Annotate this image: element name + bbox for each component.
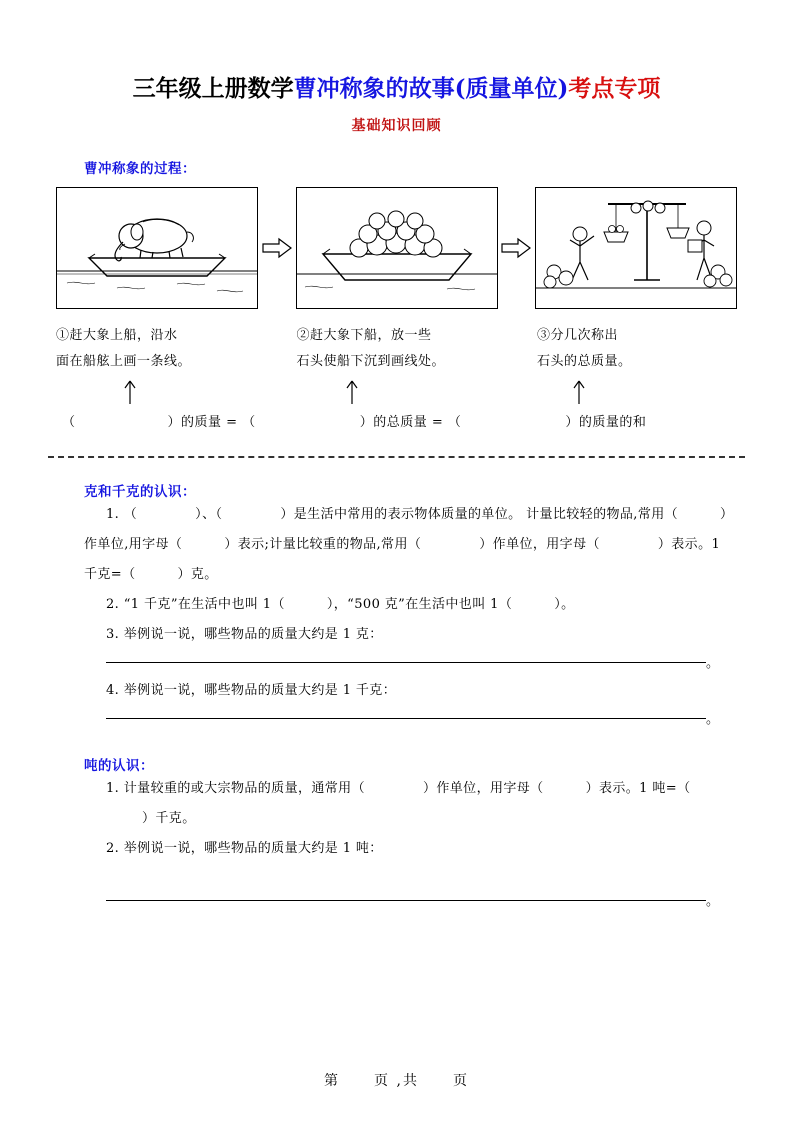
right-arrow-icon [501,237,531,259]
page-title [48,70,745,103]
ton-item-1 [84,774,737,834]
up-arrow-icon-3 [573,379,585,405]
ton-item-1-seg-1: 计量较重的或大宗物品的质量，通常用（ [123,781,365,796]
ton-item-2-answer-line[interactable] [106,890,745,914]
page-footer [0,1070,793,1090]
equation-part-1: （ [62,415,76,430]
caption-2 [297,323,497,375]
ton-item-1-no: 1. [106,781,120,796]
gk-item-1-seg-6: ）作单位，用字母（ [479,537,600,552]
gk-item-4-answer-line[interactable] [106,708,745,732]
ton-item-2-line-end: 。 [706,894,720,909]
gk-item-1-seg-4: ）作单位,用字母（ [84,507,734,552]
right-arrow-icon [262,237,292,259]
gk-item-2 [84,590,737,620]
ton-item-2-no: 2. [106,841,120,856]
footer-right: 页 [452,1073,469,1089]
ton-item-1-seg-3: ）表示。1 吨=（ [585,781,691,796]
caption-row [48,323,745,375]
gk-item-1-seg-8: ）克。 [177,567,218,582]
footer-left: 第 [324,1073,341,1089]
gk-item-3-text: 举例说一说，哪些物品的质量大约是 1 克： [123,627,383,642]
gk-item-2-seg-1: “1 千克”在生活中也叫 1（ [123,597,285,612]
caption-1-line-1: ①赶大象上船，沿水 [56,328,178,343]
gk-item-1-seg-7: ）表示。1 千克=（ [84,537,721,582]
gk-item-1-seg-2: ）、（ [195,507,223,522]
ton-item-2 [84,834,737,864]
gk-item-2-seg-3: ）。 [554,597,575,612]
gk-item-3-answer-line[interactable] [106,652,745,676]
ton-item-1-seg-4: ）千克。 [142,811,196,826]
arrow-separator-2 [499,237,533,259]
caption-3-line-1: ③分几次称出 [537,328,619,343]
caption-3-line-2: 石头的总质量。 [537,354,632,369]
elephant-on-boat-image [56,187,258,309]
gk-item-2-no: 2. [106,597,120,612]
answer-rule [106,899,706,901]
up-arrow-icon-1 [124,379,136,405]
uparrow-row [48,379,745,409]
stones-on-boat-image [296,187,498,309]
page-subtitle: 基础知识回顾 [351,118,442,134]
section-heading-process: 曹冲称象的过程： [84,161,196,177]
caption-1-line-2: 面在船舷上画一条线。 [56,354,192,369]
ton-item-2-text: 举例说一说，哪些物品的质量大约是 1 吨： [123,841,383,856]
weighing-stones-image [535,187,737,309]
gk-item-4 [84,676,737,706]
title-part3: 考点专项 [568,75,661,102]
gk-item-3-line-end: 。 [706,656,720,671]
caption-2-line-2: 石头使船下沉到画线处。 [296,354,446,369]
ton-item-1-seg-2: ）作单位，用字母（ [422,781,544,796]
picture-row [48,187,745,309]
title-part1: 三年级上册数学 [132,75,294,102]
dashed-divider [48,456,745,458]
caption-3 [537,323,737,375]
caption-1 [56,323,256,375]
caption-2-line-1: ②赶大象下船，放一些 [296,328,432,343]
equation-line [48,411,745,430]
gk-item-1-seg-5: ）表示;计量比较重的物品,常用（ [224,537,422,552]
answer-rule [106,717,706,719]
gk-item-1-seg-3: ）是生活中常用的表示物体质量的单位。 计量比较轻的物品,常用（ [280,507,679,522]
gk-item-3 [84,620,737,650]
arrow-separator-1 [260,237,294,259]
gk-item-1 [84,500,737,590]
equation-part-3: ）的总质量 = （ [359,415,462,430]
up-arrow-icon-2 [346,379,358,405]
equation-part-2: ）的质量 = （ [167,415,256,430]
gk-item-3-no: 3. [106,627,120,642]
gk-item-1-no: 1. [106,507,120,522]
title-part2: 曹冲称象的故事(质量单位) [293,75,569,102]
gk-item-4-text: 举例说一说，哪些物品的质量大约是 1 千克： [123,683,397,698]
footer-mid: 页 ,共 [374,1073,419,1089]
gk-item-1-seg-1: （ [123,507,138,522]
answer-rule [106,661,706,663]
section-heading-ton: 吨的认识： [84,758,154,774]
gk-item-4-no: 4. [106,683,120,698]
equation-part-4: ）的质量的和 [565,415,647,430]
gk-item-2-seg-2: ），“500 克”在生活中也叫 1（ [326,597,513,612]
gk-item-4-line-end: 。 [706,712,720,727]
section-heading-gram-kilogram: 克和千克的认识： [84,484,196,500]
